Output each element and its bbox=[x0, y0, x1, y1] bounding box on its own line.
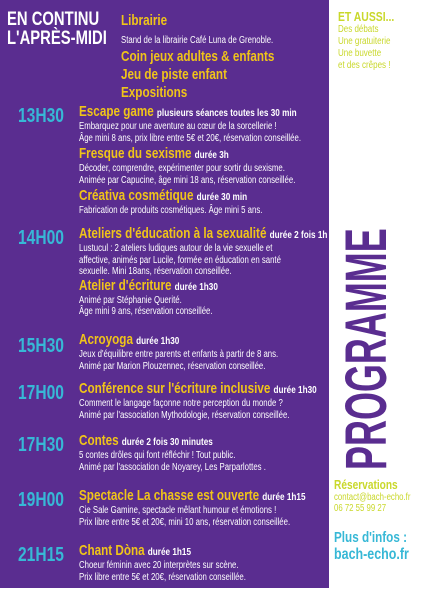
event-line: affective, animés par Lucile, formée en éducation en santé bbox=[79, 254, 281, 266]
activity-jeu-de-piste: Jeu de piste enfant bbox=[121, 66, 227, 83]
event-line: Jeux d'équilibre entre parents et enfants à partir de 8 ans. bbox=[79, 349, 279, 360]
event-line: Animée par Capucine, âge mini 18 ans, réservation conseillée. bbox=[79, 174, 296, 186]
slot-time: 21H15 bbox=[18, 544, 64, 566]
plus-info-block bbox=[334, 530, 427, 564]
slot-events bbox=[79, 332, 334, 372]
et-aussi-item: Une gratuiterie bbox=[338, 36, 391, 47]
event-duration: plusieurs séances toutes les 30 min bbox=[156, 107, 297, 119]
event-line: Prix libre entre 5€ et 20€, mini 10 ans, réservation conseillée. bbox=[79, 516, 291, 528]
slot-time: 15H30 bbox=[18, 335, 64, 357]
event-title: Atelier d'écriture bbox=[79, 276, 172, 294]
event-title: Chant Dòna bbox=[79, 542, 145, 559]
event-line: Animé par Marion Plouzennec, réservation conseillée. bbox=[79, 360, 266, 372]
continuous-activities bbox=[121, 12, 318, 102]
activity-librairie-detail: Stand de la librairie Café Luna de Grenoble. bbox=[121, 35, 274, 46]
programme-vertical-title bbox=[334, 130, 399, 470]
event-line: Prix libre entre 5€ et 20€, réservation conseillée. bbox=[79, 571, 246, 583]
event-title: Acroyoga bbox=[79, 331, 133, 348]
et-aussi-item: Des débats bbox=[338, 24, 379, 35]
reservations-phone[interactable]: 06 72 55 99 27 bbox=[334, 503, 387, 514]
event-line: sexuelle. Mini 18ans, réservation conseillée. bbox=[79, 266, 232, 277]
website-link[interactable]: bach-echo.fr bbox=[334, 546, 409, 563]
bottom-margin bbox=[0, 588, 329, 597]
event-duration: durée 1h30 bbox=[273, 384, 317, 396]
event-line: Fabrication de produits cosmétiques. Âge mini 5 ans. bbox=[79, 205, 263, 216]
event-title: Créativa cosmétique bbox=[79, 187, 194, 204]
et-aussi-title: ET AUSSI... bbox=[338, 9, 395, 24]
slot-events bbox=[79, 433, 319, 473]
event-line: Embarquez pour une aventure au cœur de la sorcellerie ! bbox=[79, 121, 277, 132]
event-duration: durée 30 min bbox=[196, 191, 248, 203]
event-title: Spectacle La chasse est ouverte bbox=[79, 487, 260, 504]
slot-events bbox=[79, 543, 293, 583]
event-line: Animé par l'association de Noyarey, Les Parparlottes . bbox=[79, 461, 266, 473]
reservations-title: Réservations bbox=[334, 477, 398, 492]
activity-librairie: Librairie bbox=[121, 12, 168, 29]
event-title: Contes bbox=[79, 432, 119, 449]
en-continu-line1: EN CONTINU bbox=[7, 9, 100, 30]
event-duration: durée 2 fois 1h bbox=[269, 229, 328, 241]
event-line: Âge mini 9 ans, réservation conseillée. bbox=[79, 306, 213, 317]
event-title: Fresque du sexisme bbox=[79, 145, 192, 162]
slot-time: 14H00 bbox=[18, 227, 64, 249]
event-line: Comment le langage façonne notre perception du monde ? bbox=[79, 398, 283, 409]
event-line: Animé par l'association Mythodologie, réservation conseillée. bbox=[79, 409, 290, 421]
slot-time: 19H00 bbox=[18, 489, 64, 511]
event-line: Choeur féminin avec 20 interprètes sur scène. bbox=[79, 560, 239, 571]
slot-time: 13H30 bbox=[18, 105, 64, 127]
event-line: Âge mini 8 ans, prix libre entre 5€ et 20€, réservation conseillée. bbox=[79, 132, 301, 144]
event-title: Ateliers d'éducation à la sexualité bbox=[79, 225, 267, 242]
event-title: Conférence sur l'écriture inclusive bbox=[79, 380, 271, 397]
activity-expositions: Expositions bbox=[121, 84, 188, 101]
event-line: Lustucul : 2 ateliers ludiques autour de la vie sexuelle et bbox=[79, 243, 273, 254]
event-duration: durée 2 fois 30 minutes bbox=[121, 436, 213, 448]
programme-title: PROGRAMME bbox=[334, 228, 399, 470]
event-line: Cie Sale Gamine, spectacle mêlant humour et émotions ! bbox=[79, 505, 277, 516]
et-aussi-block bbox=[338, 10, 408, 72]
activity-coin-jeux: Coin jeux adultes & enfants bbox=[121, 48, 275, 65]
et-aussi-item: et des crêpes ! bbox=[338, 60, 391, 71]
slot-events bbox=[79, 488, 369, 528]
slot-time: 17H30 bbox=[18, 434, 64, 456]
event-duration: durée 1h15 bbox=[262, 491, 306, 503]
event-line: 5 contes drôles qui font réfléchir ! Tout public. bbox=[79, 450, 236, 461]
event-duration: durée 1h30 bbox=[174, 280, 218, 293]
event-line: Animé par Stéphanie Querité. bbox=[79, 294, 182, 306]
reservations-block bbox=[334, 478, 427, 514]
event-title: Escape game bbox=[79, 103, 154, 120]
event-line: Décoder, comprendre, expérimenter pour sortir du sexisme. bbox=[79, 163, 285, 174]
slot-time: 17H00 bbox=[18, 382, 64, 404]
slot-events bbox=[79, 104, 364, 217]
en-continu-line2: L'APRÈS-MIDI bbox=[7, 28, 107, 49]
reservations-email[interactable]: contact@bach-echo.fr bbox=[334, 492, 411, 503]
event-duration: durée 1h30 bbox=[136, 335, 180, 347]
plus-info-title: Plus d'infos : bbox=[334, 529, 407, 546]
event-duration: durée 3h bbox=[194, 149, 229, 161]
en-continu-heading bbox=[7, 10, 135, 48]
event-duration: durée 1h15 bbox=[147, 546, 192, 558]
et-aussi-item: Une buvette bbox=[338, 48, 382, 59]
